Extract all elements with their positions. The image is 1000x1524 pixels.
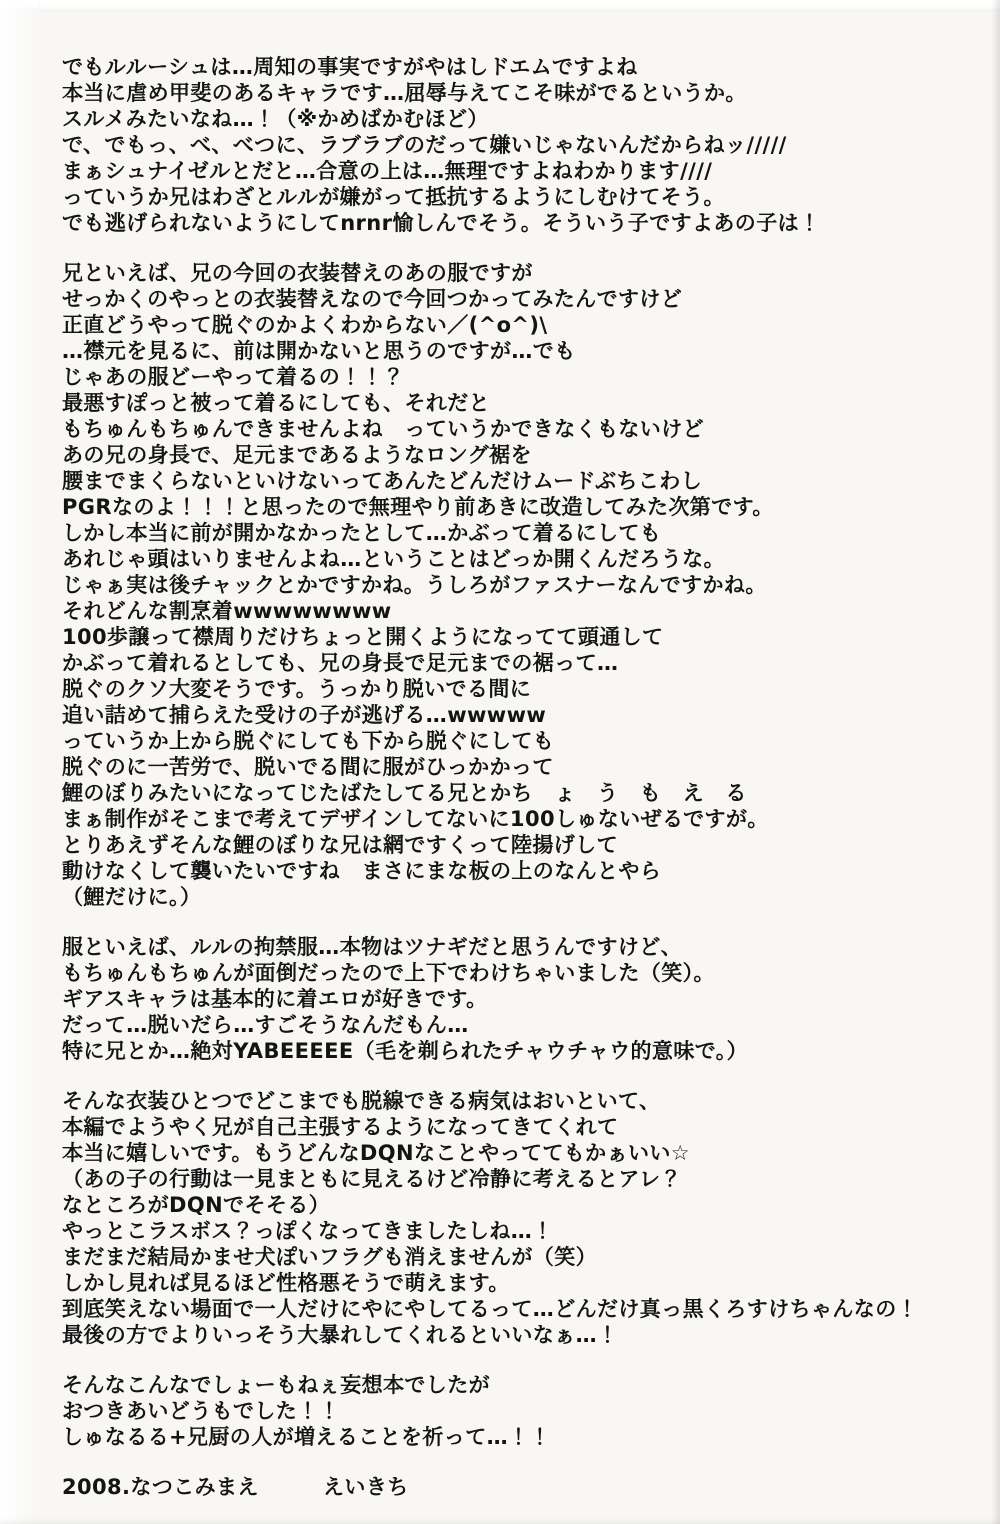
text-line: 100歩譲って襟周りだけちょっと開くようになってて頭通して [62, 625, 664, 649]
text-line: （あの子の行動は一見まともに見えるけど冷静に考えるとアレ？ [62, 1167, 682, 1191]
text-line: かぶって着れるとしても、兄の身長で足元までの裾って… [62, 651, 619, 675]
text-line: だって…脱いだら…すごそうなんだもん… [62, 1013, 469, 1037]
text-line: 最悪すぽっと被って着るにしても、それだと [62, 391, 490, 415]
text-line: （鯉だけに。） [62, 885, 202, 909]
text-line: そんな衣装ひとつでどこまでも脱線できる病気はおいといて、 [62, 1089, 661, 1113]
paragraph [62, 1088, 976, 1348]
text-line: っていうか上から脱ぐにしても下から脱ぐにしても [62, 729, 555, 753]
text-line: 本編でようやく兄が自己主張するようになってきてくれて [62, 1115, 619, 1139]
scan-edge-bottom [0, 1518, 1000, 1524]
text-line: じゃぁ実は後チャックとかですかね。うしろがファスナーなんですかね。 [62, 573, 767, 597]
text-line: PGRなのよ！！！と思ったので無理やり前あきに改造してみた次第です。 [62, 495, 774, 519]
text-line: おつきあいどうもでした！！ [62, 1399, 340, 1423]
paragraph [62, 1372, 976, 1450]
text-line: 服といえば、ルルの拘禁服…本物はツナギだと思うんですけど、 [62, 935, 683, 959]
text-line: 本当に虐め甲斐のあるキャラです…屈辱与えてこそ味がでるというか。 [62, 81, 747, 105]
text-line: 脱ぐのに一苦労で、脱いでる間に服がひっかかって [62, 755, 554, 779]
text-line: まぁシュナイゼルとだと…合意の上は…無理ですよねわかります//// [62, 159, 713, 183]
text-line: 鯉のぼりみたいになってじたばたしてる兄とかち ょ う も え る [62, 781, 747, 805]
text-line: 兄といえば、兄の今回の衣装替えのあの服ですが [62, 261, 533, 285]
text-line: 腰までまくらないといけないってあんたどんだけムードぶちこわし [62, 469, 703, 493]
text-line: もちゅんもちゅんが面倒だったので上下でわけちゃいました（笑）。 [62, 961, 715, 985]
text-line: 到底笑えない場面で一人だけにやにやしてるって…どんだけ真っ黒くろすけちゃんなの！ [62, 1297, 918, 1321]
paragraph [62, 54, 976, 236]
text-line: しかし見れば見るほど性格悪そうで萌えます。 [62, 1271, 510, 1295]
text-line: 特に兄とか…絶対YABEEEEE（毛を剃られたチャウチャウ的意味で。） [62, 1039, 748, 1063]
text-line: あれじゃ頭はいりませんよね…ということはどっか開くんだろうな。 [62, 547, 725, 571]
afterword-paragraphs [62, 54, 976, 1450]
text-line: しゅなるる+兄厨の人が増えることを祈って…！！ [62, 1425, 551, 1449]
text-line: でもルルーシュは…周知の事実ですがやはしドエムですよね [62, 55, 638, 79]
paragraph [62, 260, 976, 910]
text-line: まぁ制作がそこまで考えてデザインしてないに100しゅないぜるですが。 [62, 807, 769, 831]
text-line: ギアスキャラは基本的に着エロが好きです。 [62, 987, 488, 1011]
scan-edge-left [0, 0, 39, 1524]
text-line: それどんな割烹着wwwwwwww [62, 599, 392, 623]
text-line: じゃあの服どーやって着るの！！？ [62, 365, 405, 389]
afterword-text [62, 54, 976, 1500]
text-line: そんなこんなでしょーもねぇ妄想本でしたが [62, 1373, 490, 1397]
text-line: やっとこラスボス？っぽくなってきましたしね…！ [62, 1219, 554, 1243]
text-line: せっかくのやっとの衣装替えなので今回つかってみたんですけど [62, 287, 683, 311]
text-line: でも逃げられないようにしてnrnr愉しんでそう。そういう子ですよあの子は！ [62, 211, 821, 235]
scan-edge-top [0, 0, 1000, 11]
colophon-line: 2008.なつこみまえ えいきち [62, 1475, 409, 1499]
text-line: 動けなくして襲いたいですね まさにまな板の上のなんとやら [62, 859, 662, 883]
text-line: 本当に嬉しいです。もうどんなDQNなことやっててもかぁいい☆ [62, 1141, 691, 1165]
paragraph [62, 934, 976, 1064]
text-line: なところがDQNでそそる） [62, 1193, 331, 1217]
text-line: スルメみたいなね…！（※かめばかむほど） [62, 107, 489, 131]
text-line: 最後の方でよりいっそう大暴れしてくれるといいなぁ…！ [62, 1323, 619, 1347]
text-line: とりあえずそんな鯉のぼりな兄は網ですくって陸揚げして [62, 833, 618, 857]
text-line: で、でもっ、べ、べつに、ラブラブのだって嫌いじゃないんだからねッ///// [62, 133, 787, 157]
text-line: しかし本当に前が開かなかったとして…かぶって着るにしても [62, 521, 662, 545]
text-line: 正直どうやって脱ぐのかよくわからない／(^o^)\ [62, 313, 548, 337]
text-line: もちゅんもちゅんできませんよね っていうかできなくもないけど [62, 417, 704, 441]
text-line: 追い詰めて捕らえた受けの子が逃げる…wwwww [62, 703, 547, 727]
text-line: っていうか兄はわざとルルが嫌がって抵抗するようにしむけてそう。 [62, 185, 725, 209]
text-line: …襟元を見るに、前は開かないと思うのですが…でも [62, 339, 576, 363]
text-line: 脱ぐのクソ大変そうです。うっかり脱いでる間に [62, 677, 532, 701]
text-line: まだまだ結局かませ犬ぽいフラグも消えませんが（笑） [62, 1245, 597, 1269]
text-line: あの兄の身長で、足元まであるようなロング裾を [62, 443, 532, 467]
scan-edge-right [991, 0, 1000, 1524]
